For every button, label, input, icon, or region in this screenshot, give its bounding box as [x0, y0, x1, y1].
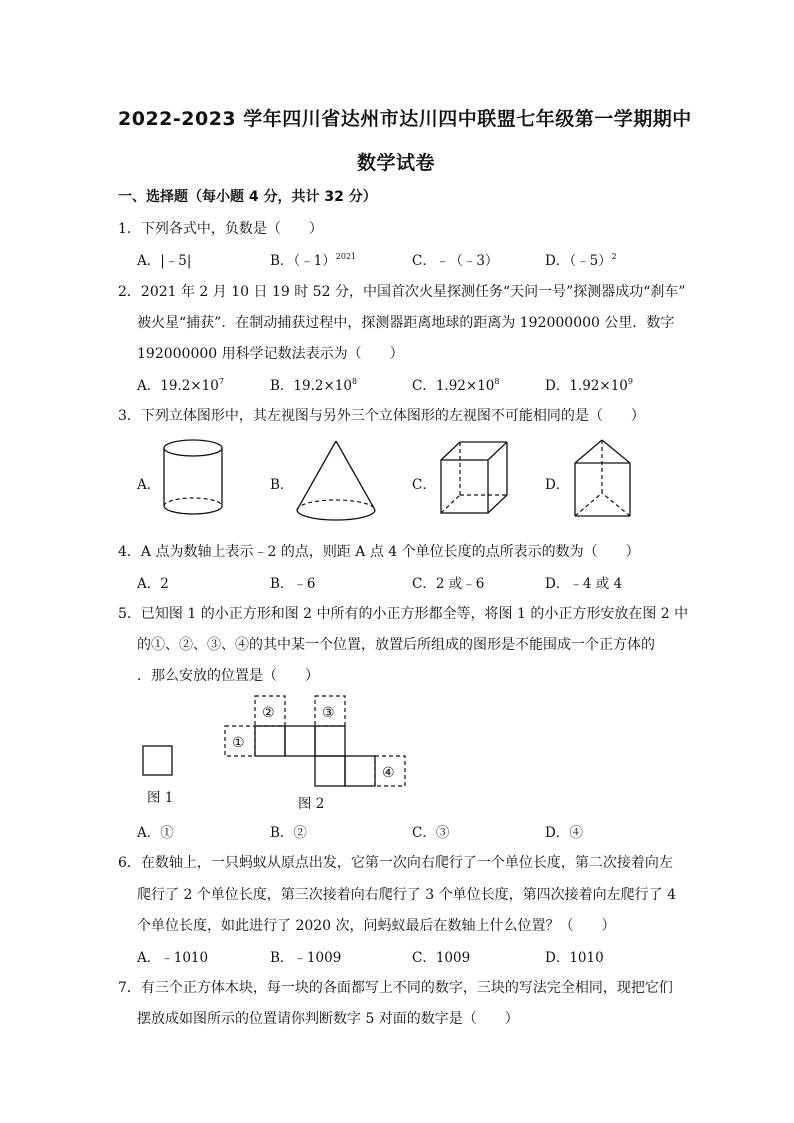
q4-stem: 4．A 点为数轴上表示﹣2 的点，则距 A 点 4 个单位长度的点所表示的数为（ ） — [118, 544, 640, 560]
section-heading: 一、选择题（每小题 4 分，共计 32 分） — [118, 189, 377, 205]
q2-option-c: C．$1.92\times 10^8$ — [412, 377, 500, 394]
q5-line1: 5．已知图 1 的小正方形和图 2 中所有的小正方形都全等，将图 1 的小正方形安放在图 2 中 — [118, 606, 689, 622]
q2-option-b: B．$19.2\times 10^8$ — [270, 377, 358, 394]
q6-option-a: A．﹣1010 — [137, 950, 209, 966]
q1-option-d: D．（﹣5）$^2$ — [545, 252, 617, 269]
q6-option-c: C．1009 — [412, 950, 471, 966]
q2-line3: 192000000 用科学记数法表示为（ ） — [137, 346, 404, 362]
q7-line1: 7．有三个正方体木块，每一块的各面都写上不同的数字，三块的写法完全相同，现把它们 — [118, 980, 673, 996]
q5-line2: 的①、②、③、④的其中某一个位置，放置后所组成的图形是不能围成一个正方体的 — [137, 637, 655, 653]
q3-option-d: D． — [545, 477, 570, 493]
exam-title-line2: 数学试卷 — [357, 152, 436, 174]
q6-option-b: B．﹣1009 — [270, 950, 342, 966]
q3-option-a: A． — [137, 477, 161, 493]
figure1-label: 图 1 — [147, 790, 174, 806]
exam-title-line1: 2022-2023 学年四川省达州市达川四中联盟七年级第一学期期中 — [118, 108, 692, 130]
position-1-label: ① — [232, 735, 245, 751]
triangular-prism-figure — [572, 438, 642, 526]
q1-option-a: A．|﹣5| — [137, 253, 192, 269]
q6-line1: 6．在数轴上，一只蚂蚁从原点出发，它第一次向右爬行了一个单位长度，第二次接着向左 — [118, 855, 673, 871]
q3-option-c: C． — [412, 477, 436, 493]
q5-option-c: C．③ — [412, 825, 450, 841]
q6-line3: 个单位长度，如此进行了 2020 次，问蚂蚁最后在数轴上什么位置？（ ） — [137, 918, 616, 934]
cone-figure — [294, 438, 384, 526]
q1-option-c: C．﹣（﹣3） — [412, 253, 499, 269]
q4-option-c: C．2 或﹣6 — [412, 576, 485, 592]
q1-stem: 1．下列各式中，负数是（ ） — [118, 221, 323, 237]
cube-figure — [438, 440, 518, 520]
q2-line1: 2．2021 年 2 月 10 日 19 时 52 分，中国首次火星探测任务“天问一号”探测器成功“刹车” — [118, 284, 686, 300]
q4-option-b: B．﹣6 — [270, 576, 316, 592]
q5-option-d: D．④ — [545, 825, 583, 841]
q2-line2: 被火星“捕获”．在制动捕获过程中，探测器距离地球的距离为 192000000 公里．数字 — [137, 315, 675, 331]
q7-line2: 摆放成如图所示的位置请你判断数字 5 对面的数字是（ ） — [137, 1011, 519, 1027]
q5-line3: ．那么安放的位置是（ ） — [137, 668, 319, 684]
figure2-label: 图 2 — [298, 796, 325, 812]
q2-option-d: D．$1.92\times 10^9$ — [545, 377, 633, 394]
q1-option-b: B．（﹣1）$^{2021}$ — [270, 252, 357, 269]
q5-option-a: A．① — [137, 825, 174, 841]
position-3-label: ③ — [322, 705, 335, 721]
q2-option-a: A．$19.2\times 10^7$ — [137, 377, 224, 394]
position-4-label: ④ — [382, 765, 395, 781]
q3-stem: 3．下列立体图形中，其左视图与另外三个立体图形的左视图不可能相同的是（ ） — [118, 408, 645, 424]
cylinder-figure — [160, 438, 230, 523]
q6-option-d: D．1010 — [545, 950, 604, 966]
figure2-net — [224, 695, 408, 790]
q6-line2: 爬行了 2 个单位长度，第三次接着向右爬行了 3 个单位长度，第四次接着向左爬行了 4 — [137, 887, 676, 903]
q5-option-b: B．② — [270, 825, 307, 841]
q4-option-a: A．2 — [137, 576, 169, 592]
figure1-square — [142, 745, 174, 777]
q4-option-d: D．﹣4 或 4 — [545, 576, 623, 592]
position-2-label: ② — [262, 705, 275, 721]
q3-option-b: B． — [270, 477, 294, 493]
